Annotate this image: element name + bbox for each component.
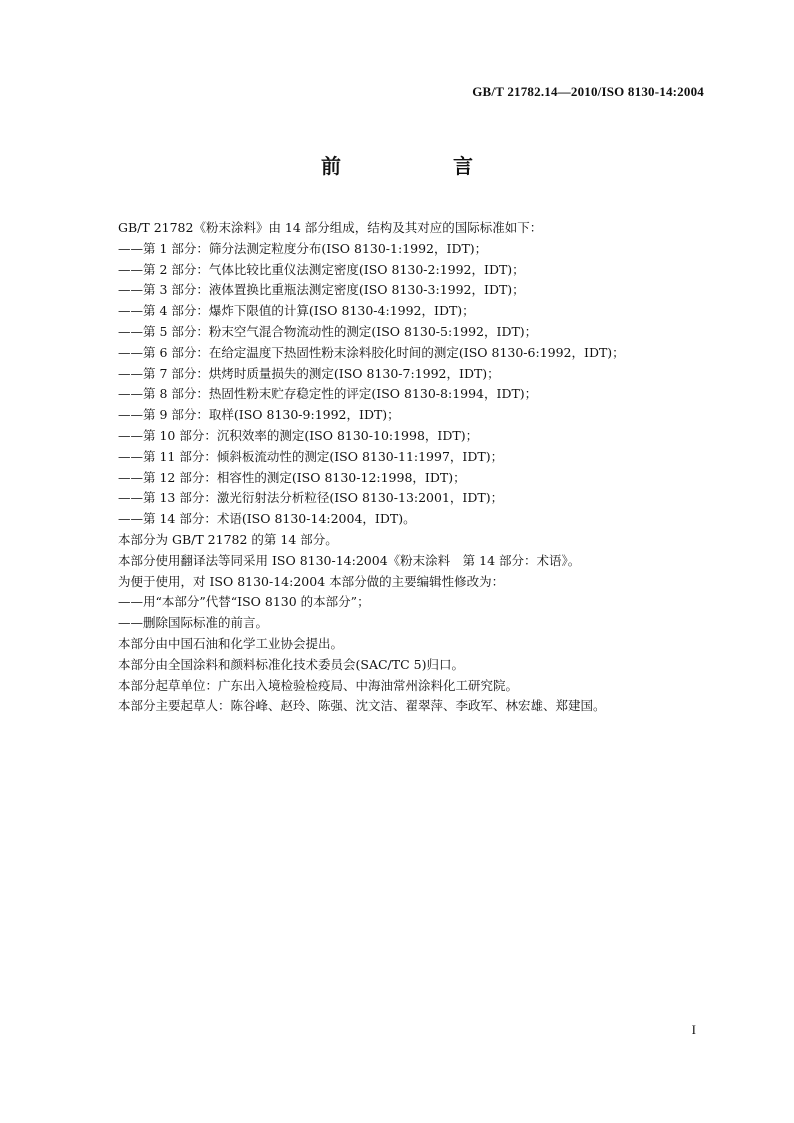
part-list-item: ——第 6 部分：在给定温度下热固性粉末涂料胶化时间的测定(ISO 8130-6:1992，IDT)； <box>118 344 625 360</box>
part-list-item: ——第 9 部分：取样(ISO 8130-9:1992，IDT)； <box>118 407 400 423</box>
part-list-item: ——第 8 部分：热固性粉末贮存稳定性的评定(ISO 8130-8:1994，IDT)； <box>118 386 538 402</box>
part-list-item: ——第 11 部分：倾斜板流动性的测定(ISO 8130-11:1997，IDT)； <box>118 448 504 464</box>
foreword-body <box>118 218 718 717</box>
page-title: 前 言 <box>321 154 519 178</box>
part-list-item: ——第 7 部分：烘烤时质量损失的测定(ISO 8130-7:1992，IDT)； <box>118 365 500 381</box>
modification-list-item: ——删除国际标准的前言。 <box>118 615 269 631</box>
body-paragraph: 本部分由中国石油和化学工业协会提出。 <box>118 635 344 651</box>
body-paragraph: 本部分主要起草人：陈谷峰、赵玲、陈强、沈文洁、翟翠萍、李政军、林宏雄、郑建国。 <box>118 698 606 714</box>
body-paragraph: 本部分起草单位：广东出入境检验检疫局、中海油常州涂料化工研究院。 <box>118 677 519 693</box>
body-paragraph: 本部分由全国涂料和颜料标准化技术委员会(SAC/TC 5)归口。 <box>118 656 464 672</box>
part-list-item: ——第 2 部分：气体比较比重仪法测定密度(ISO 8130-2:1992，IDT)； <box>118 261 525 277</box>
standard-code: GB/T 21782.14—2010/ISO 8130-14:2004 <box>472 84 704 99</box>
intro-paragraph: GB/T 21782《粉末涂料》由 14 部分组成，结构及其对应的国际标准如下： <box>118 220 543 235</box>
body-paragraph: 本部分为 GB/T 21782 的第 14 部分。 <box>118 531 338 547</box>
part-list-item: ——第 5 部分：粉末空气混合物流动性的测定(ISO 8130-5:1992，IDT)； <box>118 323 538 339</box>
part-list-item: ——第 4 部分：爆炸下限值的计算(ISO 8130-4:1992，IDT)； <box>118 303 475 319</box>
body-paragraph: 本部分使用翻译法等同采用 ISO 8130-14:2004《粉末涂料 第 14 部分：术语》。 <box>118 552 581 568</box>
modification-list-item: ——用“本部分”代替“ISO 8130 的本部分”； <box>118 594 370 610</box>
part-list-item: ——第 13 部分：激光衍射法分析粒径(ISO 8130-13:2001，IDT)； <box>118 490 504 506</box>
part-list-item: ——第 10 部分：沉积效率的测定(ISO 8130-10:1998，IDT)； <box>118 427 479 443</box>
part-list-item: ——第 1 部分：筛分法测定粒度分布(ISO 8130-1:1992，IDT)； <box>118 240 488 256</box>
part-list-item: ——第 14 部分：术语(ISO 8130-14:2004，IDT)。 <box>118 511 416 527</box>
part-list-item: ——第 12 部分：相容性的测定(ISO 8130-12:1998，IDT)； <box>118 469 466 485</box>
body-paragraph: 为便于使用，对 ISO 8130-14:2004 本部分做的主要编辑性修改为： <box>118 573 505 589</box>
page-number: I <box>691 1022 696 1037</box>
part-list-item: ——第 3 部分：液体置换比重瓶法测定密度(ISO 8130-3:1992，IDT)； <box>118 282 525 298</box>
